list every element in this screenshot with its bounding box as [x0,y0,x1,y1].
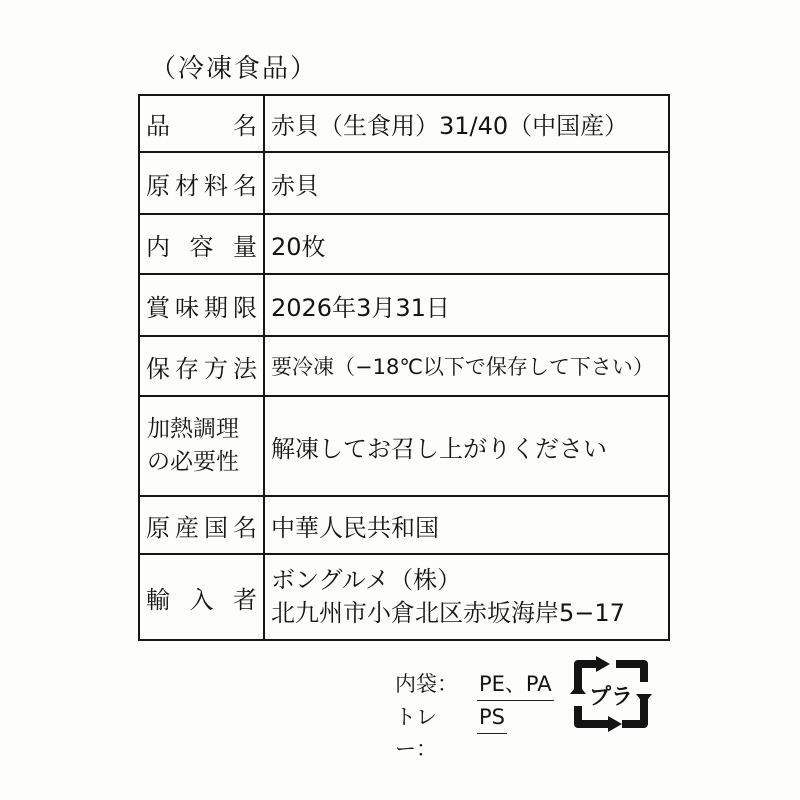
inner-bag-label: 内袋： [395,672,458,696]
value-origin: 中華人民共和国 [264,496,669,554]
inner-bag-value: PE、PA [477,668,554,701]
packaging-tray-row [395,701,554,765]
recycle-mark-text: プラ [588,685,634,710]
key-best-before: 賞味期限 [139,274,264,336]
row-ingredients [139,152,669,214]
importer-name: ボングルメ（株） [271,566,462,594]
key-ingredients: 原材料名 [139,152,264,214]
tray-label: トレー： [395,705,437,761]
packaging-inner-row [395,668,554,701]
value-storage: 要冷凍（−18℃以下で保存して下さい） [264,336,669,396]
tray-value: PS [477,701,507,734]
row-best-before [139,274,669,336]
key-heating-line-1: 加熱調理 [147,416,239,442]
row-origin [139,496,669,554]
value-best-before: 2026年3月31日 [264,274,669,336]
importer-address: 北九州市小倉北区赤坂海岸5−17 [271,599,625,627]
value-quantity: 20枚 [264,214,669,274]
row-importer [139,554,669,640]
row-quantity [139,214,669,274]
key-heating [139,396,264,496]
value-product-name: 赤貝（生食用）31/40（中国産） [264,95,669,152]
row-storage [139,336,669,396]
key-importer: 輸 入 者 [139,554,264,640]
key-origin: 原産国名 [139,496,264,554]
row-heating [139,396,669,496]
key-heating-line-2: の必要性 [147,449,239,475]
key-product-name: 品 名 [139,95,264,152]
packaging-info [395,668,554,765]
value-ingredients: 赤貝 [264,152,669,214]
food-label-table [138,94,670,641]
frozen-food-category: （冷凍食品） [150,54,319,84]
value-importer [264,554,669,640]
key-storage: 保存方法 [139,336,264,396]
plastic-recycle-mark-icon [566,654,656,734]
key-quantity: 内 容 量 [139,214,264,274]
value-heating: 解凍してお召し上がりください [264,396,669,496]
row-product-name [139,95,669,152]
